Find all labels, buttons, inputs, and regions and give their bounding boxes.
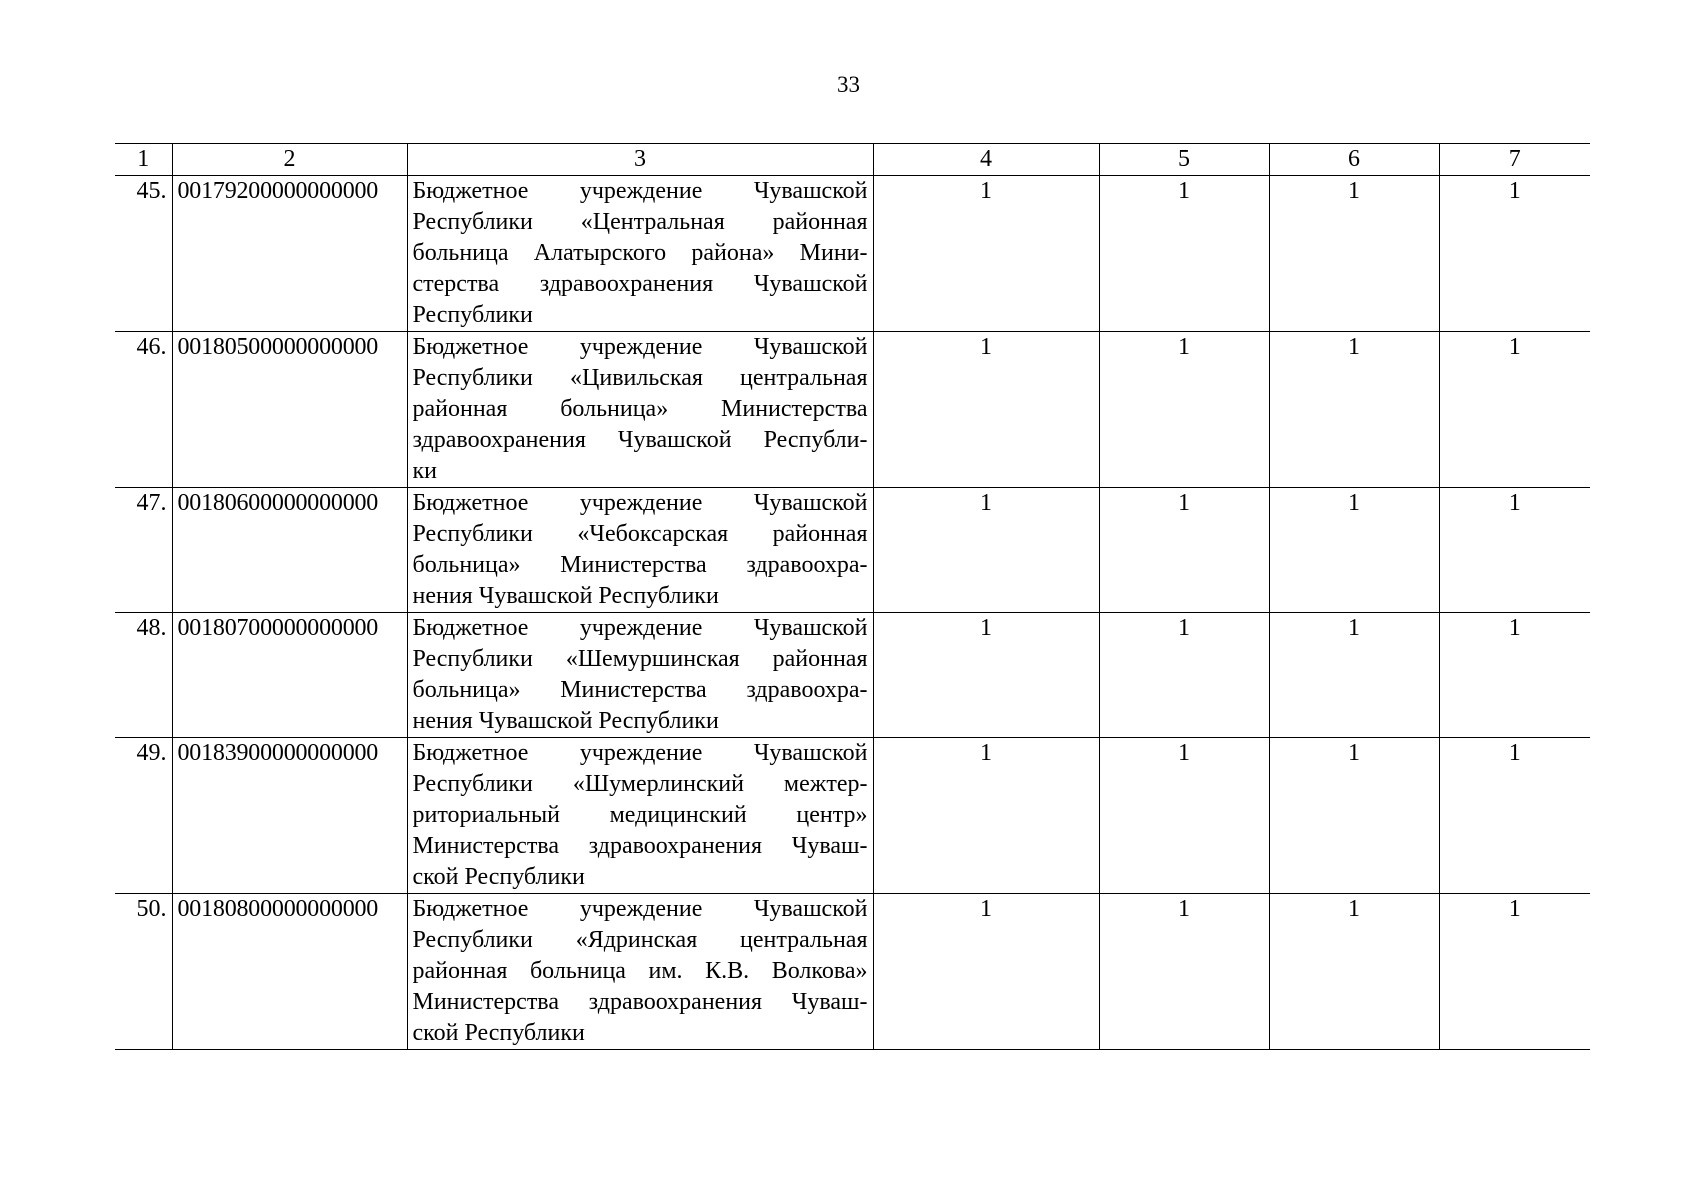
value-cell-col-7: 1 [1439, 332, 1590, 488]
institution-name-line: Бюджетное учреждение Чувашской [412, 490, 868, 516]
table-row [115, 488, 1590, 613]
value-cell-col-5: 1 [1099, 176, 1269, 332]
institution-name-line: Бюджетное учреждение Чувашской [412, 334, 868, 360]
institution-name-line: Республики «Шемуршинская районная [412, 646, 868, 672]
data-table [115, 143, 1590, 1050]
institution-name-cell [407, 488, 873, 613]
institution-name-line: ки [412, 458, 438, 484]
row-number-cell: 48. [115, 613, 172, 738]
value-cell-col-6: 1 [1269, 488, 1439, 613]
institution-name-line: Республики «Центральная районная [412, 209, 868, 235]
code-cell: 00180500000000000 [172, 332, 407, 488]
value-cell-col-4: 1 [873, 894, 1099, 1050]
row-number-cell: 50. [115, 894, 172, 1050]
institution-name-line: больница» Министерства здравоохра- [412, 677, 868, 703]
value-cell-col-5: 1 [1099, 332, 1269, 488]
value-cell-col-7: 1 [1439, 894, 1590, 1050]
row-number-cell: 47. [115, 488, 172, 613]
institution-name-cell [407, 176, 873, 332]
value-cell-col-5: 1 [1099, 613, 1269, 738]
institution-name-cell [407, 738, 873, 894]
code-cell: 00180700000000000 [172, 613, 407, 738]
institution-name-line: нения Чувашской Республики [412, 583, 719, 609]
institution-name-line: Республики «Ядринская центральная [412, 927, 868, 953]
table-row [115, 738, 1590, 894]
institution-name-line: Республики «Шумерлинский межтер- [412, 771, 868, 797]
value-cell-col-5: 1 [1099, 488, 1269, 613]
row-number-cell: 46. [115, 332, 172, 488]
table-row [115, 332, 1590, 488]
value-cell-col-7: 1 [1439, 738, 1590, 894]
value-cell-col-7: 1 [1439, 613, 1590, 738]
value-cell-col-5: 1 [1099, 894, 1269, 1050]
institution-name-line: Бюджетное учреждение Чувашской [412, 740, 868, 766]
institution-name-line: больница» Министерства здравоохра- [412, 552, 868, 578]
value-cell-col-6: 1 [1269, 738, 1439, 894]
table-row [115, 894, 1590, 1050]
column-header: 6 [1269, 144, 1439, 176]
page-number: 33 [837, 72, 860, 97]
value-cell-col-5: 1 [1099, 738, 1269, 894]
column-header: 1 [115, 144, 172, 176]
row-number-cell: 45. [115, 176, 172, 332]
value-cell-col-6: 1 [1269, 176, 1439, 332]
institution-name-line: ской Республики [412, 1020, 585, 1046]
code-cell: 00183900000000000 [172, 738, 407, 894]
code-cell: 00180800000000000 [172, 894, 407, 1050]
institution-name-line: Республики «Чебоксарская районная [412, 521, 868, 547]
column-header: 7 [1439, 144, 1590, 176]
table-row [115, 176, 1590, 332]
column-header: 5 [1099, 144, 1269, 176]
value-cell-col-6: 1 [1269, 894, 1439, 1050]
value-cell-col-7: 1 [1439, 488, 1590, 613]
institution-name-cell [407, 894, 873, 1050]
institution-name-line: Бюджетное учреждение Чувашской [412, 896, 868, 922]
institution-name-line: Республики «Цивильская центральная [412, 365, 868, 391]
row-number-cell: 49. [115, 738, 172, 894]
value-cell-col-4: 1 [873, 176, 1099, 332]
institution-name-line: Министерства здравоохранения Чуваш- [412, 833, 868, 859]
institution-name-cell [407, 613, 873, 738]
table-row [115, 613, 1590, 738]
institution-name-line: здравоохранения Чувашской Республи- [412, 427, 868, 453]
institution-name-line: больница Алатырского района» Мини- [412, 240, 868, 266]
value-cell-col-7: 1 [1439, 176, 1590, 332]
value-cell-col-6: 1 [1269, 332, 1439, 488]
code-cell: 00179200000000000 [172, 176, 407, 332]
institution-name-line: районная больница» Министерства [412, 396, 868, 422]
institution-name-cell [407, 332, 873, 488]
value-cell-col-4: 1 [873, 488, 1099, 613]
column-header: 2 [172, 144, 407, 176]
institution-name-line: ской Республики [412, 864, 585, 890]
code-cell: 00180600000000000 [172, 488, 407, 613]
column-header: 4 [873, 144, 1099, 176]
value-cell-col-4: 1 [873, 332, 1099, 488]
institution-name-line: Министерства здравоохранения Чуваш- [412, 989, 868, 1015]
column-header: 3 [407, 144, 873, 176]
table-header-row [115, 144, 1590, 176]
institution-name-line: риториальный медицинский центр» [412, 802, 868, 828]
institution-name-line: районная больница им. К.В. Волкова» [412, 958, 868, 984]
value-cell-col-4: 1 [873, 738, 1099, 894]
value-cell-col-4: 1 [873, 613, 1099, 738]
value-cell-col-6: 1 [1269, 613, 1439, 738]
institution-name-line: Бюджетное учреждение Чувашской [412, 178, 868, 204]
table-body [115, 144, 1590, 1050]
institution-name-line: нения Чувашской Республики [412, 708, 719, 734]
institution-name-line: Бюджетное учреждение Чувашской [412, 615, 868, 641]
institution-name-line: стерства здравоохранения Чувашской [412, 271, 868, 297]
institution-name-line: Республики [412, 302, 533, 328]
